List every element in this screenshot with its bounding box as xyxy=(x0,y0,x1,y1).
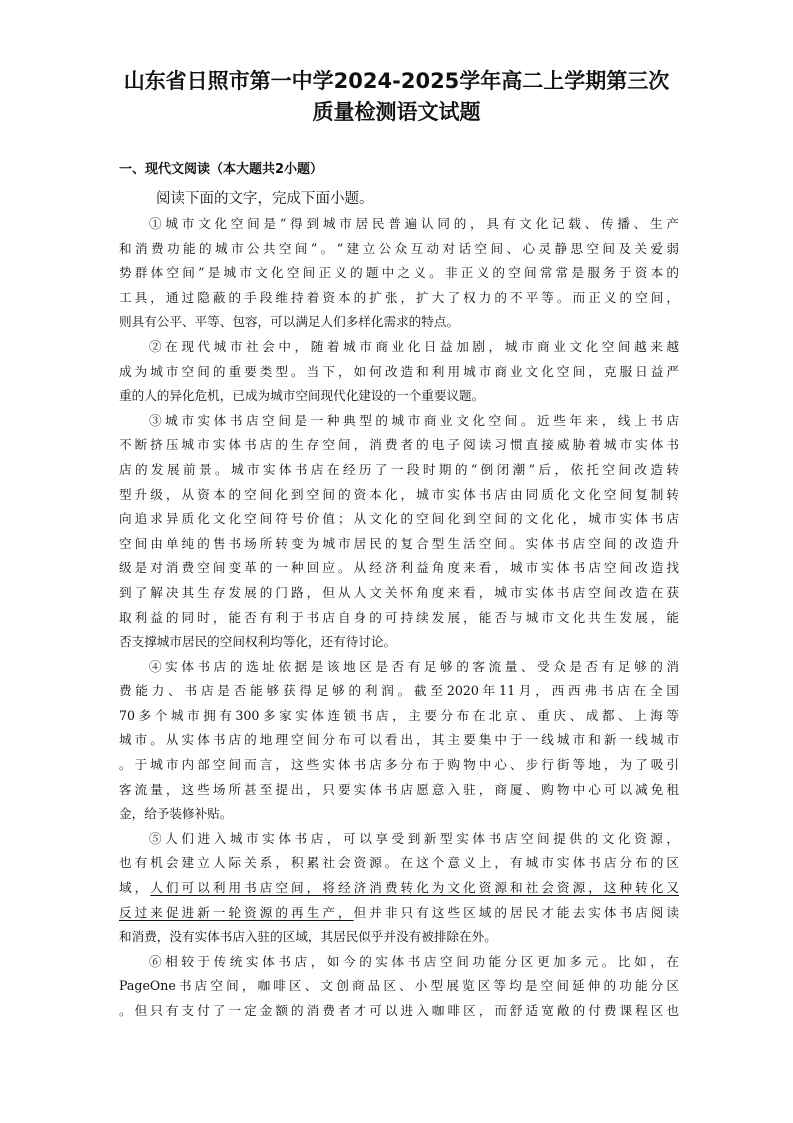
paragraph-5-line-2: 也有机会建立人际关系，积累社会资源。在这个意义上，有城市实体书店分布的区 xyxy=(119,855,679,871)
paragraph-3-line-3: 店的发展前景。城市实体书店在经历了一段时期的“倒闭潮”后，依托空间改造转 xyxy=(119,461,679,477)
paragraph-4-line-2: 费能力、书店是否能够获得足够的利润。截至2020年11月，西西弗书店在全国 xyxy=(119,683,679,699)
paragraph-3-line-10: 否支撑城市居民的空间权利均等化，还有待讨论。 xyxy=(119,634,397,650)
paragraph-1-line-4: 工具，通过隐蔽的手段维持着资本的扩张，扩大了权力的不平等。而正义的空间， xyxy=(119,289,679,305)
paragraph-5-line-3-lead: 域， xyxy=(119,880,151,896)
paragraph-3-line-7: 级是对消费空间变革的一种回应。从经济利益角度来看，城市实体书店空间改造找 xyxy=(119,560,679,576)
paragraph-5-line-5: 和消费，没有实体书店入驻的区域，其居民似乎并没有被排除在外。 xyxy=(119,929,497,945)
paragraph-3-line-8: 到了解决其生存发展的门路，但从人文关怀角度来看，城市实体书店空间改造在获 xyxy=(119,584,679,600)
paragraph-6-line-1: ⑥相较于传统实体书店，如今的实体书店空间功能分区更加多元。比如，在 xyxy=(149,953,679,969)
paragraph-3-line-2: 不断挤压城市实体书店的生存空间，消费者的电子阅读习惯直接威胁着城市实体书 xyxy=(119,437,679,453)
paragraph-4-line-1: ④实体书店的选址依据是该地区是否有足够的客流量、受众是否有足够的消 xyxy=(149,658,679,674)
underlined-sentence-part-1: 人们可以利用书店空间，将经济消费转化为文化资源和社会资源，这种转化又 xyxy=(150,880,679,896)
paragraph-5-line-3 xyxy=(119,876,679,901)
paragraph-4-line-5: 。于城市内部空间而言，这些实体书店多分布于购物中心、步行街等地，为了吸引 xyxy=(119,757,679,773)
document-title-line-2: 质量检测语文试题 xyxy=(312,100,481,124)
paragraph-2-line-1: ②在现代城市社会中，随着城市商业化日益加剧，城市商业文化空间越来越 xyxy=(149,338,679,354)
paragraph-4-line-4: 城市。从实体书店的地理空间分布可以看出，其主要集中于一线城市和新一线城市 xyxy=(119,732,679,748)
paragraph-2-line-2: 成为城市空间的重要类型。当下，如何改造和利用城市商业文化空间，克服日益严 xyxy=(119,363,679,379)
paragraph-3-line-1: ③城市实体书店空间是一种典型的城市商业文化空间。近些年来，线上书店 xyxy=(149,412,679,428)
paragraph-3-line-5: 向追求异质化文化空间符号价值；从文化的空间化到空间的文化化，城市实体书店 xyxy=(119,511,679,527)
document-title-line-1: 山东省日照市第一中学2024-2025学年高二上学期第三次 xyxy=(123,69,670,93)
article-body xyxy=(119,212,679,1024)
paragraph-3-line-6: 空间由单纯的售书场所转变为城市居民的复合型生活空间。实体书店空间的改造升 xyxy=(119,535,679,551)
paragraph-4-line-7: 金，给予装修补贴。 xyxy=(119,806,233,822)
paragraph-6-line-2: PageOne书店空间，咖啡区、文创商品区、小型展览区等均是空间延伸的功能分区 xyxy=(119,978,679,994)
paragraph-4-line-6: 客流量，这些场所甚至提出，只要实体书店愿意入驻，商厦、购物中心可以减免租 xyxy=(119,781,679,797)
paragraph-5-line-4-tail: 但并非只有这些区域的居民才能去实体书店阅读 xyxy=(353,904,679,920)
paragraph-1-line-5: 则具有公平、平等、包容，可以满足人们多样化需求的特点。 xyxy=(119,314,460,330)
paragraph-2-line-3: 重的人的异化危机，已成为城市空间现代化建设的一个重要议题。 xyxy=(119,388,485,404)
paragraph-1-line-2: 和消费功能的城市公共空间”。“建立公众互动对话空间、心灵静思空间及关爱弱 xyxy=(119,240,679,256)
paragraph-1-line-1: ①城市文化空间是“得到城市居民普遍认同的，具有文化记载、传播、生产 xyxy=(149,216,679,231)
reading-instruction: 阅读下面的文字，完成下面小题。 xyxy=(156,191,374,207)
paragraph-1-line-3: 势群体空间”是城市文化空间正义的题中之义。非正义的空间常常是服务于资本的 xyxy=(119,265,679,281)
paragraph-3-line-4: 型升级，从资本的空间化到空间的资本化，城市实体书店由同质化文化空间复制转 xyxy=(119,486,679,502)
paragraph-6-line-3: 。但只有支付了一定金额的消费者才可以进入咖啡区，而舒适宽敞的付费课程区也 xyxy=(119,1003,679,1018)
paragraph-5-line-1: ⑤人们进入城市实体书店，可以享受到新型实体书店空间提供的文化资源， xyxy=(149,830,679,846)
paragraph-5-line-4 xyxy=(119,901,679,926)
section-heading: 一、现代文阅读（本大题共2小题） xyxy=(119,162,324,177)
underlined-sentence-part-2: 反过来促进新一轮资源的再生产， xyxy=(119,904,354,920)
paragraph-3-line-9: 取利益的同时，能否有利于书店自身的可持续发展，能否与城市文化共生发展，能 xyxy=(119,609,679,625)
paragraph-4-line-3: 70多个城市拥有300多家实体连锁书店，主要分布在北京、重庆、成都、上海等 xyxy=(119,707,679,723)
